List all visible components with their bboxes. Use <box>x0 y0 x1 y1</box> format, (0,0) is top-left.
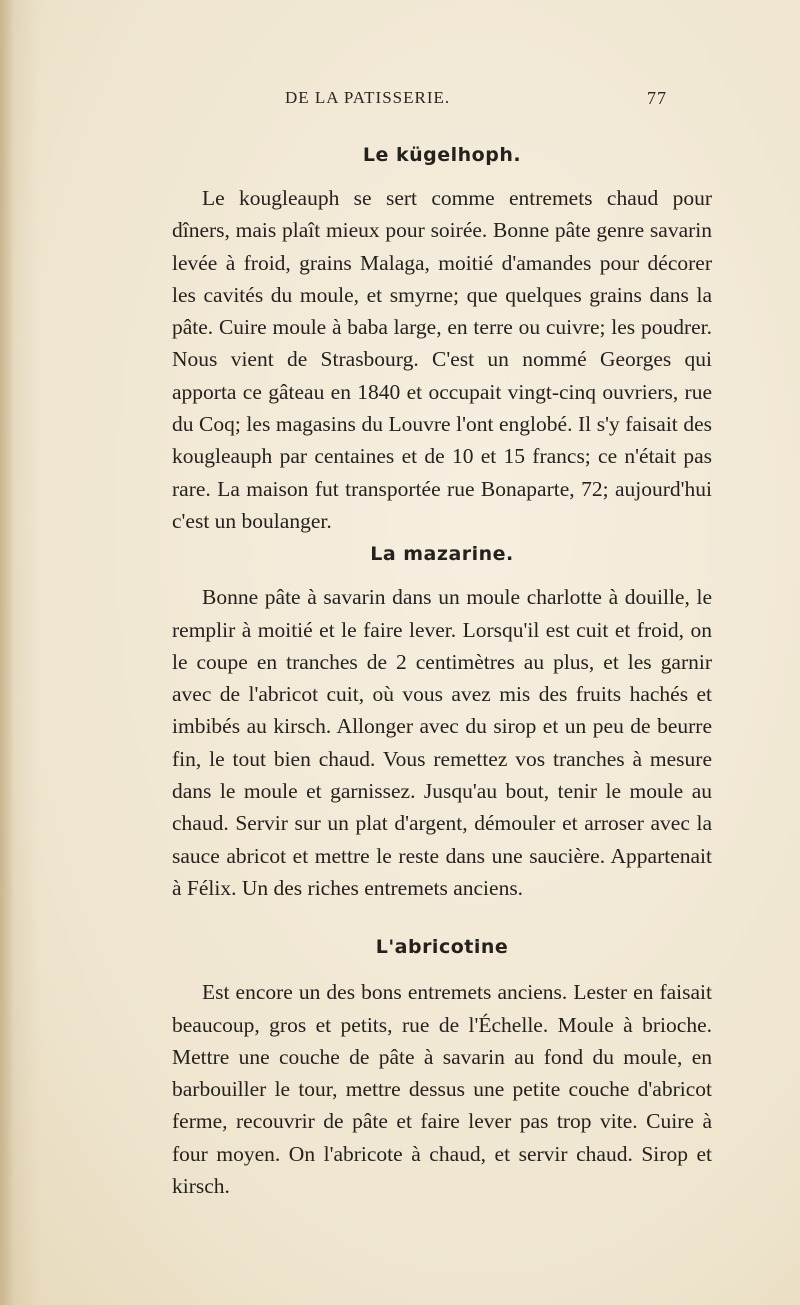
section-title-abricotine: L'abricotine <box>375 936 509 959</box>
page-gutter <box>0 0 14 1305</box>
section-text-mazarine: Bonne pâte à savarin dans un moule charlotte à douille, le remplir à moitié et le faire lever. Lorsqu'il est cuit et froid, on le coupe en tranches de 2 centimètres au plus, et les garnir avec de l'abricot cuit, où vous avez mis des fruits hachés et imbibés au kirsch. Allonger avec du sirop et un peu de beurre fin, le tout bien chaud. Vous remettez vos tranches à mesure dans le moule et garnissez. Jusqu'au bout, tenir le moule au chaud. Servir sur un plat d'argent, démouler et arroser avec la sauce abricot et mettre le reste dans une saucière. Appartenait à Félix. Un des riches entremets anciens. <box>172 585 712 900</box>
running-head-title: DE LA PATISSERIE. <box>285 88 451 107</box>
section-text-kugelhoph: Le kougleauph se sert comme entremets chaud pour dîners, mais plaît mieux pour soirée. Bonne pâte genre savarin levée à froid, grains Malaga, moitié d'amandes pour décorer les cavités du moule, et smyrne; que quelques grains dans la pâte. Cuire moule à baba large, en terre ou cuivre; les poudrer. Nous vient de Strasbourg. C'est un nommé Georges qui apporta ce gâteau en 1840 et occupait vingt-cinq ouvriers, rue du Coq; les magasins du Louvre l'ont englobé. Il s'y faisait des kougleauph par centaines et de 10 et 15 francs; ce n'était pas rare. La maison fut transportée rue Bonaparte, 72; aujourd'hui c'est un boulanger. <box>172 186 712 533</box>
text-block <box>172 140 712 1202</box>
page-number: 77 <box>647 88 667 108</box>
section-title-mazarine: La mazarine. <box>370 543 514 566</box>
section-text-abricotine: Est encore un des bons entremets anciens. Lester en faisait beaucoup, gros et petits, rue de l'Échelle. Moule à brioche. Mettre une couche de pâte à savarin au fond du moule, en barbouiller le tour, mettre dessus une petite couche d'abricot ferme, recouvrir de pâte et faire lever pas trop vite. Cuire à four moyen. On l'abricote à chaud, et servir chaud. Sirop et kirsch. <box>172 980 712 1199</box>
section-title-kugelhoph: Le kügelhoph. <box>362 144 522 166</box>
